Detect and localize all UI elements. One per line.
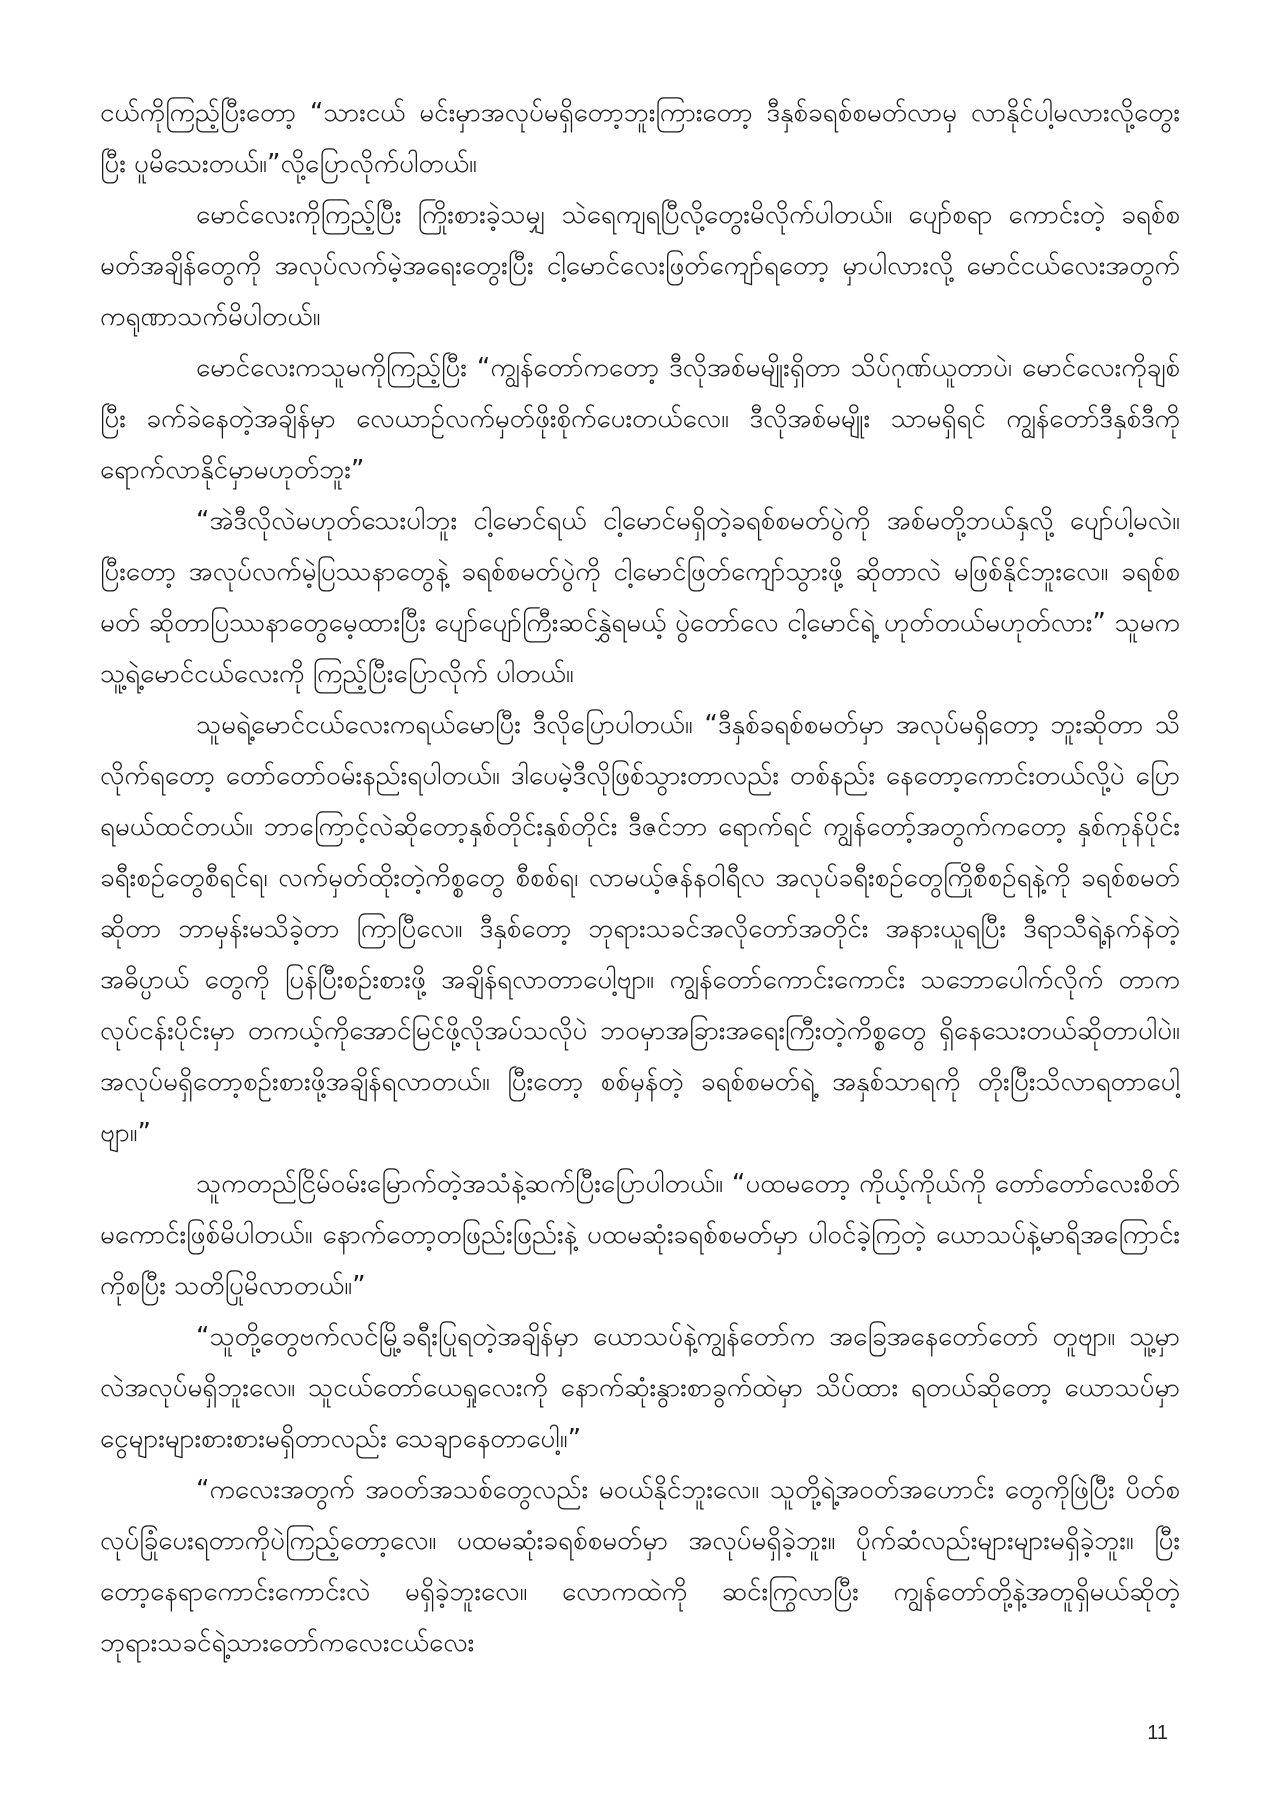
paragraph-3: မောင်လေးကသူမကိုကြည့်ပြီး “ကျွန်တော်ကတော့ ဒီလိုအစ်မမျိုးရှိတာ သိပ်ဂုဏ်ယူတာပဲ၊ မောင်လေးကိုချစ်ပြီး ခက်ခဲနေတဲ့အချိန်မှာ လေယာဉ်လက်မှတ်ဖိုးစိုက်ပေးတယ်လေ။ ဒီလိုအစ်မမျိုး သာမရှိရင် ကျွန်တော်ဒီနှစ်ဒီကိုရောက်လာနိုင်မှာမဟုတ်ဘူး” bbox=[100, 353, 1180, 485]
paragraph-7: “သူတို့တွေဗက်လင်မြို့ခရီးပြုရတဲ့အချိန်မှာ ယောသပ်နဲ့ကျွန်တော်က အခြေအနေတော်တော် တူဗျာ။ သူ့မှာလဲအလုပ်မရှိဘူးလေ။ သူငယ်တော်ယေရှုလေးကို နောက်ဆုံးနွားစာခွက်ထဲမှာ သိပ်ထား ရတယ်ဆိုတော့ ယောသပ်မှာ ငွေများများစားစားမရှိတာလည်း သေချာနေတာပေါ့။” bbox=[100, 1322, 1180, 1454]
paragraph-8: “ကလေးအတွက် အဝတ်အသစ်တွေလည်း မဝယ်နိုင်ဘူးလေ။ သူတို့ရဲ့အဝတ်အဟောင်း တွေကိုဖြဲပြီး ပိတ်စလုပ်ခြုံပေးရတာကိုပဲကြည့်တော့လေ။ ပထမဆုံးခရစ်စမတ်မှာ အလုပ်မရှိခဲ့ဘူး။ ပိုက်ဆံလည်းများများမရှိခဲ့ဘူး။ ပြီးတော့နေရာကောင်းကောင်းလဲ မရှိခဲ့ဘူးလေ။ လောကထဲကို ဆင်းကြွလာပြီး ကျွန်တော်တို့နဲ့အတူရှိမယ်ဆိုတဲ့ ဘုရားသခင်ရဲ့သားတော်ကလေးငယ်လေး bbox=[100, 1475, 1180, 1658]
body-text bbox=[100, 88, 1180, 1669]
page-number: 11 bbox=[1147, 1722, 1168, 1744]
paragraph-6: သူကတည်ငြိမ်ဝမ်းမြောက်တဲ့အသံနဲ့ဆက်ပြီးပြောပါတယ်။ “ပထမတော့ ကိုယ့်ကိုယ်ကို တော်တော်လေးစိတ်မကောင်းဖြစ်မိပါတယ်။ နောက်တော့တဖြည်းဖြည်းနဲ့ ပထမဆုံးခရစ်စမတ်မှာ ပါဝင်ခဲ့ကြတဲ့ ယောသပ်နဲ့မာရိအကြောင်းကိုစပြီး သတိပြုမိလာတယ်။” bbox=[100, 1169, 1180, 1301]
paragraph-5: သူမရဲ့မောင်ငယ်လေးကရယ်မောပြီး ဒီလိုပြောပါတယ်။ “ဒီနှစ်ခရစ်စမတ်မှာ အလုပ်မရှိတော့ ဘူးဆိုတာ သိလိုက်ရတော့ တော်တော်ဝမ်းနည်းရပါတယ်။ ဒါပေမဲ့ဒီလိုဖြစ်သွားတာလည်း တစ်နည်း နေတော့ကောင်းတယ်လို့ပဲ ပြောရမယ်ထင်တယ်။ ဘာကြောင့်လဲဆိုတော့နှစ်တိုင်းနှစ်တိုင်း ဒီဇင်ဘာ ရောက်ရင် ကျွန်တော့်အတွက်ကတော့ နှစ်ကုန်ပိုင်းခရီးစဉ်တွေစီရင်ရ၊ လက်မှတ်ထိုးတဲ့ကိစ္စတွေ စီစစ်ရ၊ လာမယ့်ဇန်နဝါရီလ အလုပ်ခရီးစဉ်တွေကြိုစီစဉ်ရနဲ့ကို ခရစ်စမတ်ဆိုတာ ဘာမှန်းမသိခဲ့တာ ကြာပြီလေ။ ဒီနှစ်တော့ ဘုရားသခင်အလိုတော်အတိုင်း အနားယူရပြီး ဒီရာသီရဲ့နက်နဲတဲ့အဓိပ္ပာယ် တွေကို ပြန်ပြီးစဉ်းစားဖို့ အချိန်ရလာတာပေါ့ဗျာ။ ကျွန်တော်ကောင်းကောင်း သဘောပေါက်လိုက် တာက လုပ်ငန်းပိုင်းမှာ တကယ့်ကိုအောင်မြင်ဖို့လိုအပ်သလိုပဲ ဘဝမှာအခြားအရေးကြီးတဲ့ကိစ္စတွေ ရှိနေသေးတယ်ဆိုတာပါပဲ။ အလုပ်မရှိတော့စဉ်းစားဖို့အချိန်ရလာတယ်။ ပြီးတော့ စစ်မှန်တဲ့ ခရစ်စမတ်ရဲ့ အနှစ်သာရကို တိုးပြီးသိလာရတာပေါ့ဗျာ။” bbox=[100, 710, 1180, 1148]
paragraph-4: “အဲဒီလိုလဲမဟုတ်သေးပါဘူး ငါ့မောင်ရယ် ငါ့မောင်မရှိတဲ့ခရစ်စမတ်ပွဲကို အစ်မတို့ဘယ်နှလို့ ပျော်ပါ့မလဲ။ ပြီးတော့ အလုပ်လက်မဲ့ပြဿနာတွေနဲ့ ခရစ်စမတ်ပွဲကို ငါ့မောင်ဖြတ်ကျော်သွားဖို့ ဆိုတာလဲ မဖြစ်နိုင်ဘူးလေ။ ခရစ်စမတ် ဆိုတာပြဿနာတွေမေ့ထားပြီး ပျော်ပျော်ကြီးဆင်နွှဲရမယ့် ပွဲတော်လေ ငါ့မောင်ရဲ့ ဟုတ်တယ်မဟုတ်လား” သူမက သူ့ရဲ့မောင်ငယ်လေးကို ကြည့်ပြီးပြောလိုက် ပါတယ်။ bbox=[100, 506, 1180, 689]
paragraph-2: မောင်လေးကိုကြည့်ပြီး ကြိုးစားခဲ့သမျှ သဲရေကျရပြီလို့တွေးမိလိုက်ပါတယ်။ ပျော်စရာ ကောင်းတဲ့ ခရစ်စမတ်အချိန်တွေကို အလုပ်လက်မဲ့အရေးတွေးပြီး ငါ့မောင်လေးဖြတ်ကျော်ရတော့ မှာပါလားလို့ မောင်ငယ်လေးအတွက် ကရုဏာသက်မိပါတယ်။ bbox=[100, 200, 1180, 332]
paragraph-1: ငယ်ကိုကြည့်ပြီးတော့ “သားငယ် မင်းမှာအလုပ်မရှိတော့ဘူးကြားတော့ ဒီနှစ်ခရစ်စမတ်လာမှ လာနိုင်ပါ့မလားလို့တွေးပြီး ပူမိသေးတယ်။”လို့ပြောလိုက်ပါတယ်။ bbox=[100, 98, 1180, 179]
